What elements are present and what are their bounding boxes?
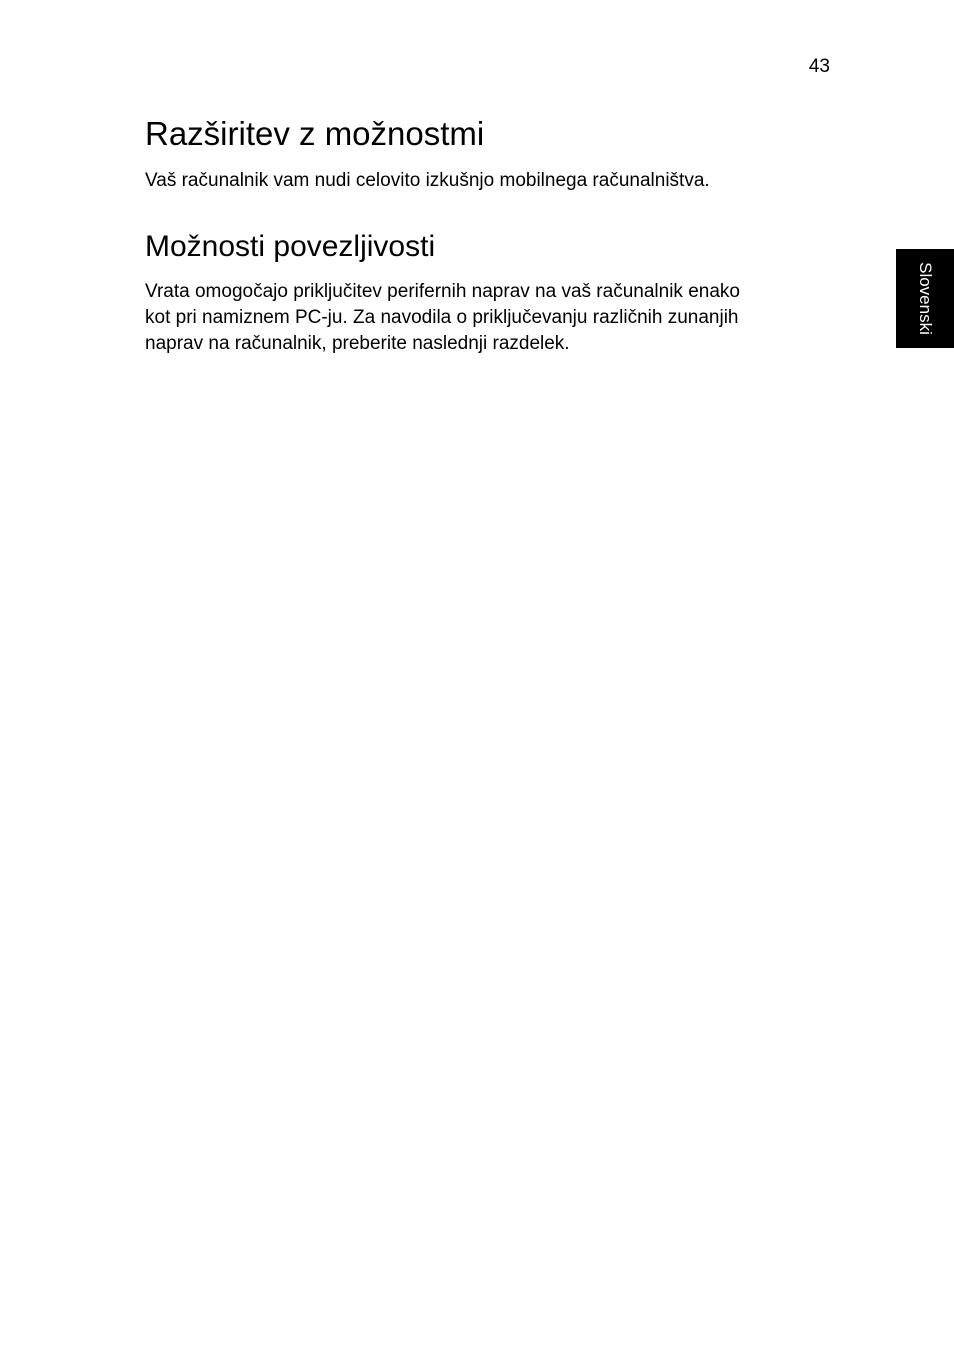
section-title-connectivity: Možnosti povezljivosti bbox=[145, 230, 436, 263]
section-intro-text: Vaš računalnik vam nudi celovito izkušnjo mobilnega računalništva. bbox=[145, 170, 710, 191]
page-number: 43 bbox=[808, 56, 830, 77]
connectivity-paragraph bbox=[145, 279, 845, 357]
paragraph-line: kot pri namiznem PC-ju. Za navodila o priključevanju različnih zunanjih bbox=[145, 307, 739, 328]
paragraph-line: naprav na računalnik, preberite naslednji razdelek. bbox=[145, 333, 570, 354]
paragraph-line: Vrata omogočajo priključitev perifernih naprav na vaš računalnik enako bbox=[145, 281, 740, 302]
language-tab-label: Slovenski bbox=[916, 262, 935, 335]
section-title-expanding: Razširitev z možnostmi bbox=[145, 115, 485, 152]
language-tab bbox=[896, 249, 954, 348]
